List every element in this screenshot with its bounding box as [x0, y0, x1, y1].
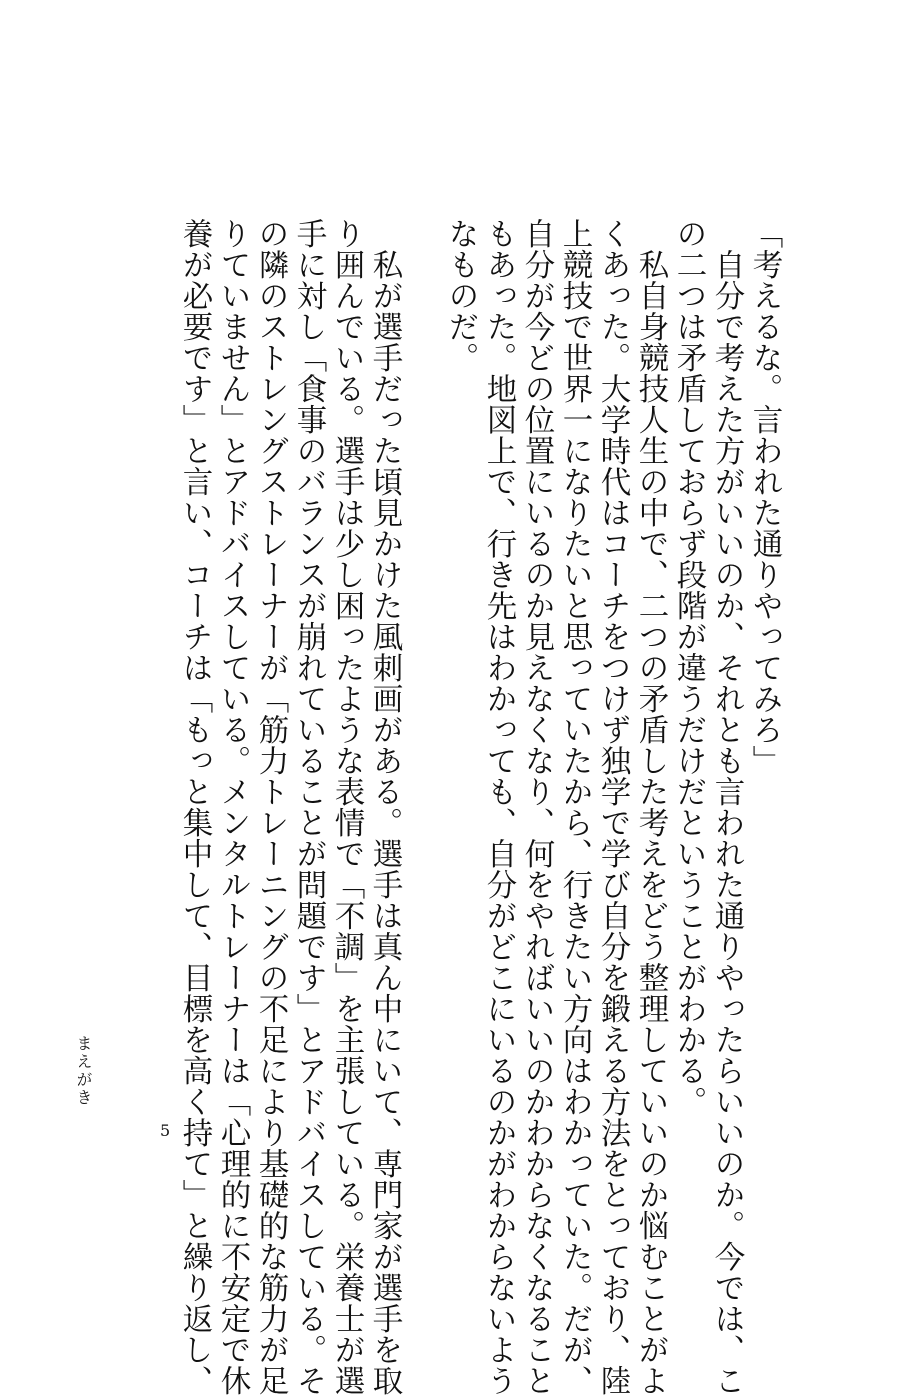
text-line-14: りていません」とアドバイスしている。メンタルトレーナーは「心理的に不安定で休: [215, 218, 250, 1396]
text-line-13: の隣のストレングストレーナーが「筋力トレーニングの不足により基礎的な筋力が足: [253, 218, 288, 1396]
text-line-10: 私が選手だった頃見かけた風刺画がある。選手は真ん中にいて、専門家が選手を取: [367, 218, 402, 1396]
text-line-15: 養が必要です」と言い、コーチは「もっと集中して、目標を高く持て」と繰り返し、: [177, 218, 212, 1396]
text-line-1: 「考えるな。言われた通りやってみろ」: [747, 218, 782, 776]
text-line-11: り囲んでいる。選手は少し困ったような表情で「不調」を主張している。栄養士が選: [329, 218, 364, 1396]
running-title: まえがき: [74, 1035, 93, 1107]
text-line-5: くあった。大学時代はコーチをつけず独学で学び自分を鍛える方法をとっており、陸: [595, 218, 630, 1396]
text-line-4: 私自身競技人生の中で、二つの矛盾した考えをどう整理していいのか悩むことがよ: [633, 218, 668, 1396]
text-line-6: 上競技で世界一になりたいと思っていたから、行きたい方向はわかっていた。だが、: [557, 218, 592, 1396]
text-line-7: 自分が今どの位置にいるのか見えなくなり、何をやればいいのかわからなくなること: [519, 218, 554, 1396]
page-number: 5: [160, 1121, 171, 1140]
text-line-9: なものだ。: [443, 218, 478, 373]
text-line-8: もあった。地図上で、行き先はわかっても、自分がどこにいるのかがわからないよう: [481, 218, 516, 1396]
text-line-12: 手に対し「食事のバランスが崩れていることが問題です」とアドバイスしている。そ: [291, 218, 326, 1396]
text-line-2: 自分で考えた方がいいのか、それとも言われた通りやったらいいのか。今では、こ: [709, 218, 744, 1396]
text-line-3: の二つは矛盾しておらず段階が違うだけだということがわかる。: [671, 218, 706, 1117]
